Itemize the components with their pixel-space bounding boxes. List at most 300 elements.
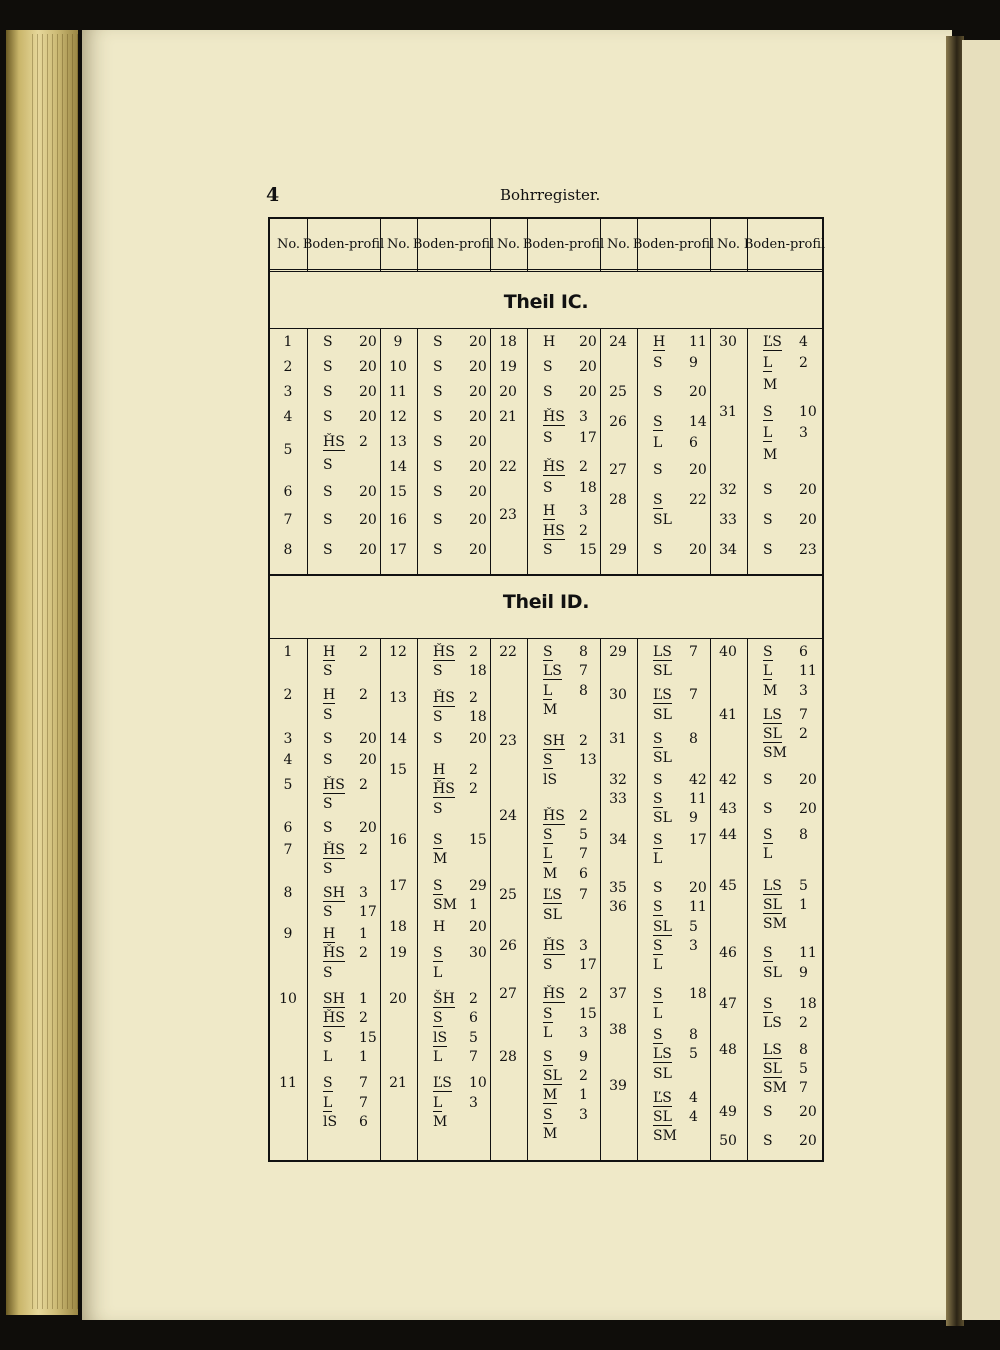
soil-profile-entry	[653, 772, 707, 788]
soil-symbol: L	[433, 964, 443, 981]
soil-profile-entry	[653, 880, 707, 896]
soil-profile-entry	[653, 334, 707, 350]
depth-value: 7	[359, 1094, 368, 1111]
soil-profile-entry	[763, 1104, 817, 1120]
depth-value: 18	[799, 995, 817, 1012]
depth-value: 20	[469, 484, 487, 500]
depth-value: 8	[579, 644, 588, 660]
soil-symbol: S	[653, 461, 663, 478]
depth-value: 20	[799, 1133, 817, 1150]
soil-symbol: S	[323, 795, 333, 812]
soil-symbol: S	[653, 491, 663, 508]
soil-symbol: L	[763, 846, 773, 863]
bore-number: 40	[719, 644, 737, 660]
soil-symbol: S	[653, 986, 663, 1003]
depth-value: 17	[689, 831, 707, 848]
depth-value: 1	[799, 897, 808, 914]
bore-number: 13	[389, 434, 407, 450]
soil-symbol: S	[433, 384, 443, 400]
bore-number: 4	[283, 752, 293, 769]
soil-profile-entry	[653, 435, 698, 451]
soil-profile-entry	[543, 430, 597, 446]
soil-symbol: SL	[653, 810, 672, 827]
depth-value: 20	[689, 880, 707, 897]
depth-value: 7	[799, 1080, 808, 1097]
column-rule	[417, 219, 418, 272]
soil-profile-entry	[433, 1095, 478, 1111]
soil-symbol: SM	[653, 1128, 677, 1145]
soil-symbol: S	[543, 1005, 553, 1022]
soil-profile-entry	[653, 919, 698, 935]
bore-number: 9	[283, 925, 293, 942]
depth-value: 2	[359, 687, 368, 704]
soil-profile-entry	[543, 1006, 597, 1022]
soil-profile-entry	[653, 687, 698, 703]
depth-value: 6	[799, 644, 808, 660]
bore-number: 5	[283, 441, 293, 458]
depth-value: 2	[799, 725, 808, 742]
depth-value: 2	[579, 733, 588, 750]
soil-profile-entry	[433, 542, 487, 558]
bore-number: 8	[283, 541, 293, 558]
depth-value: 8	[579, 682, 588, 699]
depth-value: 20	[799, 511, 817, 528]
bore-number: 15	[389, 484, 407, 500]
soil-profile-entry	[433, 334, 487, 350]
header-no: No.	[386, 236, 411, 252]
depth-value: 11	[799, 945, 817, 962]
soil-profile-entry	[323, 1010, 368, 1026]
bore-number: 3	[283, 384, 293, 400]
soil-symbol: S	[543, 480, 553, 497]
depth-value: 4	[689, 1089, 698, 1106]
soil-symbol: ȞS	[323, 776, 345, 793]
depth-value: 20	[469, 541, 487, 558]
column-rule	[747, 328, 748, 574]
soil-symbol: S	[323, 541, 333, 558]
soil-profile-entry	[433, 409, 487, 425]
soil-symbol: SH	[323, 991, 345, 1008]
soil-profile-entry	[763, 916, 799, 932]
soil-profile-entry	[763, 996, 817, 1012]
soil-symbol: SL	[653, 918, 672, 935]
bore-number: 30	[609, 687, 627, 704]
soil-symbol: S	[433, 877, 443, 894]
soil-symbol: H	[653, 334, 666, 350]
soil-profile-entry	[433, 832, 487, 848]
depth-value: 15	[579, 1005, 597, 1022]
soil-profile-entry	[763, 707, 808, 723]
soil-symbol: H	[323, 687, 336, 704]
depth-value: 3	[359, 885, 368, 901]
column-rule	[527, 219, 528, 272]
soil-profile-entry	[653, 462, 707, 478]
soil-profile-entry	[653, 542, 707, 558]
soil-profile-entry	[653, 957, 689, 973]
bore-number: 7	[283, 841, 293, 858]
bore-number: 25	[609, 384, 627, 400]
bore-number: 16	[389, 831, 407, 848]
soil-symbol: S	[763, 1133, 773, 1150]
bore-number: 41	[719, 706, 737, 723]
soil-profile-entry	[763, 965, 808, 981]
depth-value: 3	[579, 502, 588, 519]
depth-value: 20	[469, 359, 487, 375]
soil-symbol: S	[543, 827, 553, 844]
soil-symbol: ȞS	[323, 434, 345, 450]
bore-number: 26	[499, 938, 517, 955]
soil-profile-entry	[543, 752, 597, 768]
header-bodenprofil	[632, 219, 715, 269]
soil-symbol: S	[323, 359, 333, 375]
depth-value: 18	[579, 480, 597, 497]
depth-value: 3	[799, 682, 808, 699]
depth-value: 13	[579, 752, 597, 769]
soil-symbol: S	[763, 771, 773, 788]
soil-symbol: ȞS	[433, 644, 455, 660]
soil-symbol: S	[433, 1010, 443, 1027]
header-bodenprofil-line1: Boden-	[743, 236, 790, 252]
soil-symbol: S	[323, 860, 333, 877]
soil-profile-entry	[653, 851, 689, 867]
soil-profile-entry	[323, 777, 368, 793]
soil-profile-entry	[763, 512, 817, 528]
column-rule	[307, 328, 308, 574]
soil-symbol: S	[763, 945, 773, 962]
depth-value: 7	[689, 687, 698, 704]
soil-profile-entry	[543, 480, 597, 496]
soil-profile-entry	[323, 731, 377, 747]
soil-symbol: SL	[653, 706, 672, 723]
soil-profile-entry	[763, 772, 817, 788]
soil-profile-entry	[433, 434, 487, 450]
depth-value: 20	[469, 334, 487, 350]
soil-profile-entry	[323, 926, 368, 942]
soil-symbol: ŠH	[433, 991, 455, 1008]
soil-profile-entry	[323, 512, 377, 528]
bore-number: 27	[499, 986, 517, 1003]
bore-number: 33	[719, 511, 737, 528]
soil-profile-entry	[543, 542, 597, 558]
bore-number: 30	[719, 334, 737, 350]
depth-value: 3	[579, 1024, 588, 1041]
soil-symbol: ȞS	[543, 986, 565, 1003]
depth-value: 3	[579, 1106, 588, 1123]
header-bodenprofil-line1: Boden-	[412, 236, 459, 252]
soil-profile-entry	[433, 1075, 487, 1091]
bore-number: 10	[389, 359, 407, 375]
page-number: 4	[266, 184, 280, 206]
depth-value: 20	[359, 541, 377, 558]
depth-value: 20	[469, 918, 487, 935]
depth-value: 20	[359, 359, 377, 375]
soil-symbol: S	[433, 730, 443, 747]
soil-profile-entry	[323, 796, 359, 812]
soil-profile-entry	[543, 733, 588, 749]
depth-value: 20	[799, 800, 817, 817]
soil-symbol: S	[323, 456, 333, 473]
column-rule	[527, 328, 528, 574]
bore-number: 42	[719, 771, 737, 788]
section-rule	[270, 638, 822, 639]
soil-profile-entry	[543, 866, 588, 882]
depth-value: 3	[799, 425, 808, 442]
soil-profile-entry	[433, 897, 478, 913]
depth-value: 5	[689, 918, 698, 935]
depth-value: 20	[469, 384, 487, 400]
soil-symbol: SL	[763, 897, 782, 914]
soil-symbol: S	[323, 706, 333, 723]
soil-profile-entry	[653, 1027, 698, 1043]
soil-symbol: SL	[653, 511, 672, 528]
soil-profile-entry	[433, 644, 478, 660]
depth-value: 11	[689, 791, 707, 807]
soil-profile-entry	[763, 745, 799, 761]
bore-number: 18	[389, 918, 407, 935]
soil-symbol: S	[653, 791, 663, 807]
soil-profile-entry	[323, 885, 368, 901]
page-stack	[32, 34, 82, 1309]
column-rule	[417, 328, 418, 574]
section-end-rule	[270, 574, 822, 576]
soil-profile-entry	[323, 752, 377, 768]
soil-symbol: ȞS	[323, 841, 345, 858]
soil-symbol: L	[653, 435, 663, 452]
soil-profile-entry	[433, 1114, 469, 1130]
soil-profile-entry	[763, 644, 808, 660]
soil-profile-entry	[323, 663, 359, 679]
depth-value: 15	[579, 541, 597, 558]
bore-number: 21	[499, 409, 517, 425]
bore-number: 31	[609, 730, 627, 747]
soil-symbol: S	[653, 771, 663, 788]
soil-profile-entry	[323, 842, 368, 858]
soil-profile-entry	[543, 907, 579, 923]
soil-symbol: ȞS	[433, 689, 455, 706]
depth-value: 7	[799, 706, 808, 723]
bore-number: 27	[609, 461, 627, 478]
header-bodenprofil-line2: profil	[568, 236, 605, 252]
soil-profile-entry	[763, 1061, 808, 1077]
soil-symbol: L	[763, 355, 773, 372]
header-bodenprofil-line2: profil	[678, 236, 715, 252]
soil-profile-entry	[433, 801, 469, 817]
depth-value: 9	[799, 964, 808, 981]
soil-symbol: L	[763, 425, 773, 442]
soil-symbol: SH	[543, 733, 565, 750]
soil-profile-entry	[433, 690, 478, 706]
soil-symbol: S	[433, 709, 443, 726]
soil-profile-entry	[653, 707, 689, 723]
soil-symbol: LS	[763, 1041, 782, 1058]
soil-symbol: ȞS	[323, 945, 345, 962]
soil-profile-entry	[323, 1095, 368, 1111]
soil-profile-entry	[323, 334, 377, 350]
header-bodenprofil	[522, 219, 605, 269]
bore-number: 25	[499, 887, 517, 904]
soil-symbol: S	[433, 409, 443, 425]
soil-profile-entry	[653, 1006, 689, 1022]
soil-profile-entry	[433, 878, 487, 894]
soil-symbol: SL	[763, 1060, 782, 1077]
soil-symbol: M	[763, 376, 778, 393]
depth-value: 30	[469, 945, 487, 962]
depth-value: 20	[469, 409, 487, 425]
header-no: No.	[496, 236, 521, 252]
header-bodenprofil	[412, 219, 495, 269]
bore-number: 48	[719, 1041, 737, 1058]
soil-symbol: ĽS	[433, 1075, 452, 1092]
bore-number: 14	[389, 730, 407, 747]
soil-symbol: S	[323, 484, 333, 500]
soil-profile-entry	[433, 1010, 478, 1026]
bore-number: 8	[283, 885, 293, 901]
bore-number: 15	[389, 762, 407, 779]
depth-value: 11	[799, 663, 817, 680]
soil-symbol: ĽS	[763, 334, 782, 350]
depth-value: 2	[469, 644, 478, 660]
soil-profile-entry	[543, 1025, 588, 1041]
depth-value: 8	[689, 1027, 698, 1044]
depth-value: 2	[359, 434, 368, 450]
bore-number: 31	[719, 404, 737, 420]
soil-symbol: S	[323, 1075, 333, 1092]
soil-profile-entry	[763, 404, 817, 420]
soil-symbol: S	[323, 730, 333, 747]
soil-profile-entry	[653, 355, 698, 371]
depth-value: 2	[359, 841, 368, 858]
column-rule	[747, 638, 748, 1162]
column-rule	[710, 219, 711, 272]
soil-symbol: SM	[763, 1080, 787, 1097]
depth-value: 20	[359, 752, 377, 769]
depth-value: 20	[689, 461, 707, 478]
header-bodenprofil-line1: Boden-	[632, 236, 679, 252]
soil-profile-entry	[653, 1090, 698, 1106]
soil-profile-entry	[543, 702, 579, 718]
soil-symbol: HS	[543, 522, 565, 539]
soil-symbol: S	[543, 1048, 553, 1065]
soil-profile-entry	[323, 1075, 368, 1091]
bore-number: 43	[719, 800, 737, 817]
soil-symbol: S	[543, 644, 553, 660]
depth-value: 1	[469, 897, 478, 914]
soil-symbol: L	[763, 663, 773, 680]
soil-symbol: S	[763, 995, 773, 1012]
soil-symbol: ĽS	[653, 1089, 672, 1106]
soil-profile-entry	[323, 1049, 368, 1065]
bore-number: 3	[283, 730, 293, 747]
bore-number: 9	[393, 334, 403, 350]
header-bodenprofil-line2: profil	[789, 236, 826, 252]
soil-symbol: S	[323, 964, 333, 981]
bore-number: 24	[499, 807, 517, 824]
depth-value: 29	[469, 877, 487, 894]
soil-symbol: SL	[763, 964, 782, 981]
bore-number: 50	[719, 1133, 737, 1150]
soil-profile-entry	[433, 1049, 478, 1065]
bore-number: 17	[389, 541, 407, 558]
bore-number: 4	[283, 409, 293, 425]
depth-value: 42	[689, 771, 707, 788]
depth-value: 4	[689, 1109, 698, 1126]
depth-value: 2	[359, 945, 368, 962]
soil-profile-entry	[543, 384, 597, 400]
bore-number: 28	[499, 1048, 517, 1065]
bore-number: 44	[719, 827, 737, 844]
soil-profile-entry	[763, 726, 808, 742]
depth-value: 20	[799, 1104, 817, 1121]
soil-profile-entry	[653, 1128, 689, 1144]
soil-profile-entry	[763, 663, 817, 679]
soil-symbol: S	[433, 459, 443, 475]
depth-value: 20	[359, 409, 377, 425]
soil-symbol: S	[433, 663, 443, 680]
soil-profile-entry	[653, 810, 698, 826]
soil-symbol: SL	[653, 663, 672, 680]
soil-symbol: SL	[763, 725, 782, 742]
soil-symbol: L	[433, 1094, 443, 1111]
soil-profile-entry	[763, 1015, 808, 1031]
depth-value: 14	[689, 414, 707, 430]
column-rule	[417, 638, 418, 1162]
header-no: No.	[606, 236, 631, 252]
soil-symbol: S	[653, 880, 663, 897]
depth-value: 1	[579, 1087, 588, 1104]
soil-profile-entry	[543, 938, 588, 954]
soil-symbol: ĽS	[543, 887, 562, 904]
soil-symbol: LS	[763, 706, 782, 723]
soil-profile-entry	[543, 957, 597, 973]
soil-symbol: S	[543, 1106, 553, 1123]
soil-profile-entry	[543, 1049, 588, 1065]
soil-profile-entry	[543, 503, 588, 519]
depth-value: 20	[579, 359, 597, 375]
bore-number: 6	[283, 819, 293, 836]
soil-profile-entry	[543, 409, 588, 425]
soil-symbol: ȞS	[543, 807, 565, 824]
depth-value: 2	[799, 1015, 808, 1032]
soil-profile-entry	[433, 965, 469, 981]
soil-symbol: L	[653, 1005, 663, 1022]
soil-symbol: S	[433, 434, 443, 450]
soil-symbol: S	[543, 752, 553, 769]
soil-profile-entry	[653, 644, 698, 660]
depth-value: 2	[579, 1068, 588, 1085]
soil-profile-entry	[323, 457, 359, 473]
depth-value: 7	[359, 1075, 368, 1092]
soil-symbol: L	[323, 1048, 333, 1065]
bore-number: 33	[609, 791, 627, 807]
soil-profile-entry	[543, 772, 579, 788]
column-rule	[490, 219, 491, 272]
depth-value: 2	[359, 776, 368, 793]
depth-value: 7	[579, 663, 588, 680]
soil-symbol: SL	[543, 1068, 562, 1085]
section-title-d: Theil ID.	[502, 591, 590, 613]
depth-value: 1	[359, 925, 368, 942]
soil-symbol: S	[763, 541, 773, 558]
soil-profile-entry	[543, 846, 588, 862]
soil-profile-entry	[323, 965, 359, 981]
soil-profile-entry	[653, 414, 707, 430]
depth-value: 2	[359, 644, 368, 660]
soil-symbol: H	[543, 502, 556, 519]
depth-value: 2	[469, 689, 478, 706]
soil-symbol: SL	[653, 1065, 672, 1082]
soil-profile-entry	[763, 878, 808, 894]
soil-profile-entry	[543, 1068, 588, 1084]
